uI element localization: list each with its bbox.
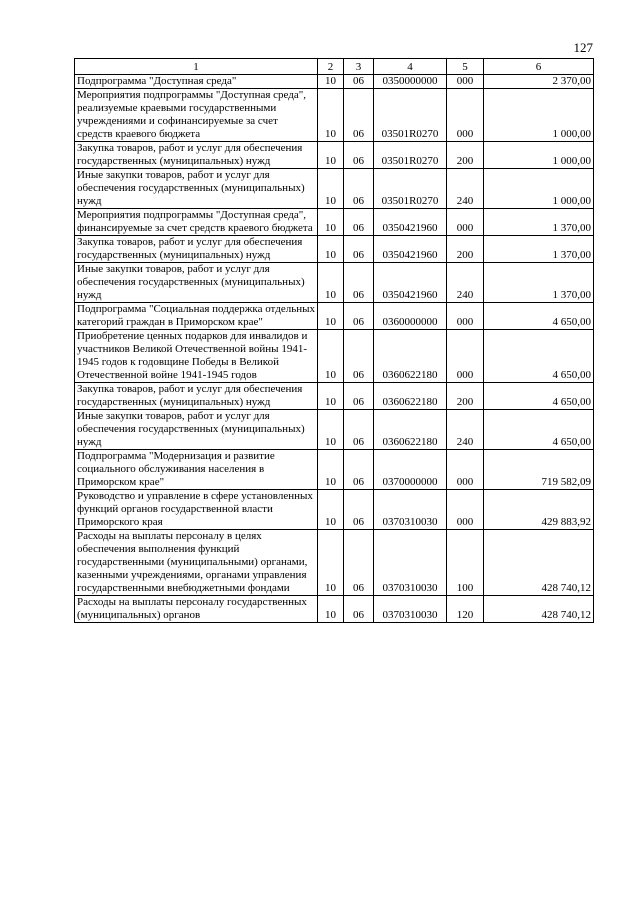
row-subsection-cell: 06 — [344, 89, 374, 142]
row-section-cell: 10 — [318, 490, 344, 530]
row-target-article-cell: 03501R0270 — [374, 89, 447, 142]
row-section-cell: 10 — [318, 596, 344, 623]
row-name-cell: Закупка товаров, работ и услуг для обеспечения государственных (муниципальных) нужд — [75, 142, 318, 169]
table-row — [75, 330, 594, 383]
row-target-article-cell: 03501R0270 — [374, 169, 447, 209]
row-target-article-cell: 0360000000 — [374, 303, 447, 330]
row-subsection-cell: 06 — [344, 410, 374, 450]
row-name-cell: Приобретение ценных подарков для инвалидов и участников Великой Отечественной войны 1941-1945 годов к годовщине Победы в Великой Отечественной войне 1941-1945 годов — [75, 330, 318, 383]
row-amount-cell: 1 000,00 — [484, 169, 594, 209]
row-target-article-cell: 0360622180 — [374, 410, 447, 450]
row-section-cell: 10 — [318, 89, 344, 142]
table-row — [75, 89, 594, 142]
row-subsection-cell: 06 — [344, 596, 374, 623]
row-name-cell: Мероприятия подпрограммы "Доступная среда", реализуемые краевыми государственными учреждениями и софинансируемые за счет средств краевого бюджета — [75, 89, 318, 142]
row-amount-cell: 1 370,00 — [484, 209, 594, 236]
row-section-cell: 10 — [318, 169, 344, 209]
row-expense-type-cell: 240 — [447, 169, 484, 209]
row-amount-cell: 429 883,92 — [484, 490, 594, 530]
page-number: 127 — [573, 40, 593, 55]
row-expense-type-cell: 120 — [447, 596, 484, 623]
row-name-cell: Закупка товаров, работ и услуг для обеспечения государственных (муниципальных) нужд — [75, 236, 318, 263]
header-cell-6: 6 — [484, 59, 594, 75]
row-amount-cell: 4 650,00 — [484, 383, 594, 410]
row-name-cell: Подпрограмма "Социальная поддержка отдельных категорий граждан в Приморском крае" — [75, 303, 318, 330]
row-target-article-cell: 0350421960 — [374, 263, 447, 303]
row-expense-type-cell: 000 — [447, 75, 484, 89]
row-section-cell: 10 — [318, 410, 344, 450]
row-section-cell: 10 — [318, 530, 344, 596]
budget-table — [74, 58, 594, 623]
table-row — [75, 169, 594, 209]
row-amount-cell: 4 650,00 — [484, 410, 594, 450]
row-section-cell: 10 — [318, 209, 344, 236]
table-row — [75, 410, 594, 450]
header-cell-3: 3 — [344, 59, 374, 75]
row-name-cell: Иные закупки товаров, работ и услуг для обеспечения государственных (муниципальных) нужд — [75, 263, 318, 303]
table-row — [75, 530, 594, 596]
row-section-cell: 10 — [318, 142, 344, 169]
table-body — [75, 75, 594, 623]
row-name-cell: Иные закупки товаров, работ и услуг для обеспечения государственных (муниципальных) нужд — [75, 169, 318, 209]
table-row — [75, 383, 594, 410]
row-expense-type-cell: 000 — [447, 330, 484, 383]
row-section-cell: 10 — [318, 303, 344, 330]
row-target-article-cell: 0370310030 — [374, 530, 447, 596]
row-expense-type-cell: 000 — [447, 490, 484, 530]
row-amount-cell: 4 650,00 — [484, 330, 594, 383]
row-target-article-cell: 0370000000 — [374, 450, 447, 490]
row-subsection-cell: 06 — [344, 75, 374, 89]
row-name-cell: Иные закупки товаров, работ и услуг для обеспечения государственных (муниципальных) нужд — [75, 410, 318, 450]
table-row — [75, 303, 594, 330]
row-subsection-cell: 06 — [344, 209, 374, 236]
row-section-cell: 10 — [318, 450, 344, 490]
row-section-cell: 10 — [318, 236, 344, 263]
row-subsection-cell: 06 — [344, 450, 374, 490]
header-cell-1: 1 — [75, 59, 318, 75]
row-subsection-cell: 06 — [344, 383, 374, 410]
row-subsection-cell: 06 — [344, 169, 374, 209]
table-row — [75, 236, 594, 263]
row-expense-type-cell: 000 — [447, 450, 484, 490]
row-name-cell: Расходы на выплаты персоналу государственных (муниципальных) органов — [75, 596, 318, 623]
row-amount-cell: 1 370,00 — [484, 236, 594, 263]
row-name-cell: Мероприятия подпрограммы "Доступная среда", финансируемые за счет средств краевого бюджета — [75, 209, 318, 236]
row-target-article-cell: 0350421960 — [374, 236, 447, 263]
table-row — [75, 596, 594, 623]
row-subsection-cell: 06 — [344, 530, 374, 596]
table-row — [75, 209, 594, 236]
header-cell-4: 4 — [374, 59, 447, 75]
row-expense-type-cell: 000 — [447, 303, 484, 330]
row-section-cell: 10 — [318, 75, 344, 89]
row-target-article-cell: 0370310030 — [374, 596, 447, 623]
row-amount-cell: 1 000,00 — [484, 142, 594, 169]
row-expense-type-cell: 200 — [447, 383, 484, 410]
row-amount-cell: 719 582,09 — [484, 450, 594, 490]
row-name-cell: Подпрограмма "Доступная среда" — [75, 75, 318, 89]
row-name-cell: Подпрограмма "Модернизация и развитие социального обслуживания населения в Приморском крае" — [75, 450, 318, 490]
table-row — [75, 142, 594, 169]
row-expense-type-cell: 000 — [447, 209, 484, 236]
row-expense-type-cell: 100 — [447, 530, 484, 596]
row-subsection-cell: 06 — [344, 330, 374, 383]
row-amount-cell: 428 740,12 — [484, 596, 594, 623]
row-amount-cell: 1 000,00 — [484, 89, 594, 142]
row-amount-cell: 2 370,00 — [484, 75, 594, 89]
row-subsection-cell: 06 — [344, 263, 374, 303]
table-row — [75, 263, 594, 303]
row-amount-cell: 428 740,12 — [484, 530, 594, 596]
row-target-article-cell: 03501R0270 — [374, 142, 447, 169]
row-amount-cell: 1 370,00 — [484, 263, 594, 303]
row-name-cell: Руководство и управление в сфере установленных функций органов государственной власти Приморского края — [75, 490, 318, 530]
row-expense-type-cell: 240 — [447, 410, 484, 450]
header-row — [75, 59, 594, 75]
header-cell-5: 5 — [447, 59, 484, 75]
table-row — [75, 75, 594, 89]
row-amount-cell: 4 650,00 — [484, 303, 594, 330]
row-expense-type-cell: 200 — [447, 142, 484, 169]
row-section-cell: 10 — [318, 383, 344, 410]
row-target-article-cell: 0350421960 — [374, 209, 447, 236]
row-name-cell: Расходы на выплаты персоналу в целях обеспечения выполнения функций государственными (муниципальными) органами, казенными учреждениями, органами управления государственными внебюджетными фондами — [75, 530, 318, 596]
row-target-article-cell: 0370310030 — [374, 490, 447, 530]
row-subsection-cell: 06 — [344, 303, 374, 330]
row-expense-type-cell: 240 — [447, 263, 484, 303]
row-section-cell: 10 — [318, 330, 344, 383]
row-target-article-cell: 0350000000 — [374, 75, 447, 89]
row-target-article-cell: 0360622180 — [374, 330, 447, 383]
row-subsection-cell: 06 — [344, 236, 374, 263]
header-cell-2: 2 — [318, 59, 344, 75]
table-row — [75, 450, 594, 490]
row-expense-type-cell: 000 — [447, 89, 484, 142]
table-header — [75, 59, 594, 75]
row-name-cell: Закупка товаров, работ и услуг для обеспечения государственных (муниципальных) нужд — [75, 383, 318, 410]
row-subsection-cell: 06 — [344, 490, 374, 530]
row-subsection-cell: 06 — [344, 142, 374, 169]
row-section-cell: 10 — [318, 263, 344, 303]
table-row — [75, 490, 594, 530]
row-target-article-cell: 0360622180 — [374, 383, 447, 410]
row-expense-type-cell: 200 — [447, 236, 484, 263]
